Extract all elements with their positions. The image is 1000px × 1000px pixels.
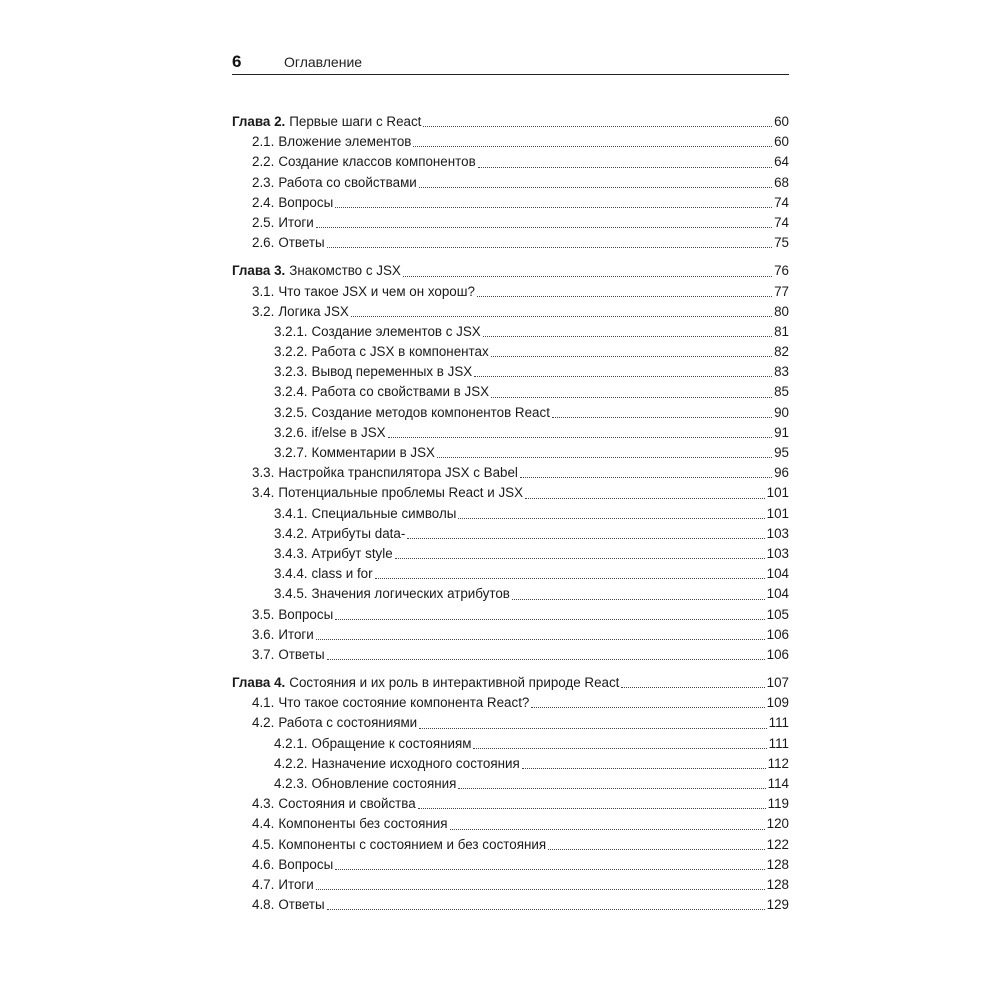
toc-entry-title: Работа со свойствами: [278, 174, 417, 190]
toc-entry-number: 2.1.: [252, 134, 275, 150]
toc-entry-title: Работа с состояниями: [278, 715, 418, 731]
toc-entry-title: Итоги: [278, 626, 314, 642]
toc-entry-number: 3.4.4.: [274, 566, 308, 582]
toc-entry: [232, 213, 789, 233]
toc-entry-number: 2.6.: [252, 235, 275, 251]
toc-entry: [232, 173, 789, 193]
toc-entry-title: Атрибут style: [311, 545, 393, 561]
toc-chapter: [232, 673, 789, 915]
toc-entry-number: 3.4.5.: [274, 586, 308, 602]
toc-entry-page: 106: [766, 626, 789, 642]
toc-entry-title: Знакомство с JSX: [289, 263, 401, 279]
toc-chapter-entry: [232, 673, 789, 693]
toc-entry-number: 3.4.2.: [274, 525, 308, 541]
toc-entry-page: 76: [774, 263, 789, 279]
dot-leader: [458, 788, 765, 789]
toc-entry-number: 4.8.: [252, 897, 275, 913]
dot-leader: [413, 146, 772, 147]
toc-entry-title: Назначение исходного состояния: [311, 755, 520, 771]
dot-leader: [327, 659, 765, 660]
toc-entry-number: 3.2.5.: [274, 404, 308, 420]
toc-entry-page: 128: [766, 856, 789, 872]
toc-entry-title: Компоненты с состоянием и без состояния: [278, 836, 547, 852]
dot-leader: [491, 397, 772, 398]
toc-entry-title: Итоги: [278, 876, 314, 892]
dot-leader: [335, 869, 764, 870]
dot-leader: [316, 227, 772, 228]
toc-entry-page: 103: [766, 525, 789, 541]
toc-entry-title: Компоненты без состояния: [278, 816, 448, 832]
toc-entry: [232, 625, 789, 645]
toc-entry-number: 3.2.7.: [274, 445, 308, 460]
toc-entry: [232, 754, 789, 774]
toc-entry-page: 75: [774, 235, 789, 251]
toc-entry-number: 3.2.: [252, 303, 275, 319]
toc-entry-number: 3.3.: [252, 465, 275, 481]
dot-leader: [450, 829, 765, 830]
toc-entry-page: 122: [766, 836, 789, 852]
toc-entry-page: 85: [774, 384, 789, 400]
toc-entry-page: 128: [766, 876, 789, 892]
dot-leader: [316, 889, 765, 890]
toc-entry-page: 112: [767, 755, 789, 771]
toc-entry-title: class и for: [311, 566, 373, 582]
dot-leader: [458, 518, 764, 519]
toc-entry-title: Работа с JSX в компонентах: [311, 344, 489, 360]
toc-entry-page: 96: [774, 465, 789, 481]
toc-entry-title: Работа со свойствами в JSX: [311, 384, 490, 400]
toc-entry: [232, 584, 789, 604]
toc-entry-page: 109: [766, 695, 789, 711]
dot-leader: [423, 126, 772, 127]
toc-entry: [232, 423, 789, 443]
toc-entry-title: Вложение элементов: [278, 134, 412, 150]
toc-entry-page: 114: [767, 776, 789, 791]
toc-entry-title: Что такое JSX и чем он хорош?: [278, 283, 475, 299]
toc-entry-number: 3.4.1.: [274, 505, 308, 521]
toc-entry-title: Значения логических атрибутов: [311, 586, 510, 602]
toc-entry-page: 64: [774, 154, 789, 170]
toc-entry-number: 4.2.1.: [274, 735, 308, 751]
toc-entry-number: 4.4.: [252, 816, 275, 832]
toc-entry-number: Глава 4.: [232, 675, 286, 691]
toc-entry-title: Комментарии в JSX: [311, 445, 435, 460]
dot-leader: [375, 578, 765, 579]
toc-entry-page: 104: [766, 566, 789, 582]
dot-leader: [351, 316, 772, 317]
toc-entry-number: 4.6.: [252, 856, 275, 872]
dot-leader: [418, 808, 766, 809]
toc-entry-number: 3.1.: [252, 283, 275, 299]
toc-entry: [232, 382, 789, 402]
toc-entry-title: Вывод переменных в JSX: [311, 364, 473, 380]
dot-leader: [483, 336, 772, 337]
toc-entry-page: 80: [774, 303, 789, 319]
dot-leader: [552, 417, 772, 418]
toc-chapter: [232, 112, 789, 253]
dot-leader: [407, 538, 764, 539]
toc-entry-page: 60: [774, 114, 789, 129]
toc-entry-number: 4.3.: [252, 796, 275, 812]
toc-entry-title: Вопросы: [278, 606, 334, 622]
dot-leader: [522, 768, 766, 769]
toc-entry: [232, 504, 789, 524]
dot-leader: [437, 457, 772, 458]
toc-entry: [232, 152, 789, 172]
toc-entry-title: Состояния и свойства: [278, 796, 416, 812]
toc-entry-title: Настройка транспилятора JSX с Babel: [278, 465, 518, 481]
toc-entry: [232, 302, 789, 322]
toc-entry-page: 120: [766, 816, 789, 832]
toc-entry: [232, 403, 789, 423]
toc-entry-number: Глава 2.: [232, 114, 286, 129]
toc-entry-number: Глава 3.: [232, 263, 286, 279]
table-of-contents: [232, 112, 789, 923]
toc-entry-page: 104: [766, 586, 789, 602]
page-number: 6: [232, 52, 242, 71]
toc-entry-page: 91: [774, 424, 789, 440]
toc-entry-number: 3.2.2.: [274, 344, 308, 360]
toc-entry-number: 4.2.3.: [274, 776, 308, 791]
page-header: [232, 50, 789, 75]
toc-entry-page: 107: [766, 675, 789, 691]
toc-entry-page: 60: [774, 134, 789, 150]
toc-entry: [232, 734, 789, 754]
toc-entry-page: 119: [767, 796, 789, 812]
toc-entry-number: 3.7.: [252, 646, 275, 662]
toc-entry-page: 90: [774, 404, 789, 420]
toc-entry-number: 2.3.: [252, 174, 275, 190]
toc-entry: [232, 895, 789, 915]
toc-entry-number: 3.2.1.: [274, 323, 308, 339]
toc-entry-title: Вопросы: [278, 194, 334, 210]
dot-leader: [388, 437, 772, 438]
toc-entry-title: Специальные символы: [311, 505, 457, 521]
toc-entry-title: Ответы: [278, 646, 325, 662]
toc-entry: [232, 544, 789, 564]
toc-entry: [232, 282, 789, 302]
toc-entry-title: Потенциальные проблемы React и JSX: [278, 485, 524, 501]
toc-entry-number: 4.2.2.: [274, 755, 308, 771]
toc-entry: [232, 855, 789, 875]
dot-leader: [520, 477, 772, 478]
toc-entry-page: 74: [774, 194, 789, 210]
toc-entry: [232, 463, 789, 483]
toc-entry-title: Вопросы: [278, 856, 334, 872]
dot-leader: [548, 849, 765, 850]
toc-entry-page: 83: [774, 364, 789, 380]
toc-entry-page: 103: [766, 545, 789, 561]
toc-entry-title: if/else в JSX: [311, 424, 386, 440]
dot-leader: [477, 296, 772, 297]
dot-leader: [525, 498, 765, 499]
toc-entry-title: Обновление состояния: [311, 776, 457, 791]
toc-entry-title: Создание классов компонентов: [278, 154, 476, 170]
toc-entry-page: 101: [766, 485, 789, 501]
dot-leader: [419, 728, 766, 729]
dot-leader: [478, 167, 772, 168]
toc-entry-number: 3.4.3.: [274, 545, 308, 561]
toc-entry: [232, 564, 789, 584]
toc-entry-page: 111: [768, 715, 789, 731]
toc-chapter-entry: [232, 261, 789, 281]
toc-entry-number: 3.2.4.: [274, 384, 308, 400]
toc-entry-page: 105: [766, 606, 789, 622]
toc-entry-title: Логика JSX: [278, 303, 349, 319]
toc-entry-title: Ответы: [278, 235, 325, 251]
dot-leader: [395, 558, 765, 559]
toc-entry-page: 74: [774, 214, 789, 230]
toc-entry-title: Первые шаги с React: [289, 114, 422, 129]
toc-entry-title: Что такое состояние компонента React?: [278, 695, 530, 711]
toc-entry-page: 129: [766, 897, 789, 913]
toc-entry: [232, 835, 789, 855]
toc-entry-number: 2.2.: [252, 154, 275, 170]
toc-entry: [232, 713, 789, 733]
toc-entry-title: Итоги: [278, 214, 314, 230]
toc-entry: [232, 193, 789, 213]
dot-leader: [335, 207, 772, 208]
toc-entry-page: 95: [774, 445, 789, 460]
dot-leader: [316, 639, 765, 640]
toc-entry: [232, 875, 789, 895]
toc-entry: [232, 233, 789, 253]
dot-leader: [473, 748, 766, 749]
toc-entry: [232, 645, 789, 665]
toc-entry-page: 68: [774, 174, 789, 190]
toc-entry-title: Обращение к состояниям: [311, 735, 472, 751]
toc-entry-page: 111: [768, 735, 789, 751]
toc-entry: [232, 794, 789, 814]
toc-entry: [232, 524, 789, 544]
toc-entry-page: 101: [766, 505, 789, 521]
toc-entry-title: Атрибуты data-: [311, 525, 406, 541]
toc-entry-number: 3.2.6.: [274, 424, 308, 440]
running-title: Оглавление: [284, 54, 363, 70]
toc-entry-page: 77: [774, 283, 789, 299]
toc-entry: [232, 483, 789, 503]
toc-entry: [232, 342, 789, 362]
toc-entry: [232, 693, 789, 713]
toc-entry-number: 2.5.: [252, 214, 275, 230]
toc-entry-title: Ответы: [278, 897, 325, 913]
dot-leader: [327, 909, 765, 910]
toc-chapter: [232, 261, 789, 665]
toc-entry-number: 3.4.: [252, 485, 275, 501]
toc-entry-title: Создание элементов с JSX: [311, 323, 481, 339]
toc-entry-page: 81: [774, 323, 789, 339]
toc-entry: [232, 774, 789, 794]
dot-leader: [403, 276, 772, 277]
dot-leader: [491, 356, 772, 357]
toc-entry-number: 2.4.: [252, 194, 275, 210]
dot-leader: [335, 619, 764, 620]
toc-chapter-entry: [232, 112, 789, 132]
toc-entry: [232, 362, 789, 382]
toc-entry-number: 3.5.: [252, 606, 275, 622]
toc-entry: [232, 605, 789, 625]
toc-entry: [232, 132, 789, 152]
toc-entry-page: 106: [766, 646, 789, 662]
dot-leader: [512, 599, 765, 600]
toc-entry-number: 4.1.: [252, 695, 275, 711]
toc-entry-number: 4.2.: [252, 715, 275, 731]
toc-entry: [232, 322, 789, 342]
dot-leader: [531, 707, 764, 708]
toc-entry-title: Создание методов компонентов React: [311, 404, 550, 420]
toc-entry-title: Состояния и их роль в интерактивной природе React: [289, 675, 620, 691]
dot-leader: [621, 687, 764, 688]
toc-entry: [232, 814, 789, 834]
toc-entry-number: 3.2.3.: [274, 364, 308, 380]
toc-entry-number: 4.5.: [252, 836, 275, 852]
toc-entry-number: 4.7.: [252, 876, 275, 892]
toc-entry-page: 82: [774, 344, 789, 360]
toc-entry-number: 3.6.: [252, 626, 275, 642]
dot-leader: [474, 376, 772, 377]
dot-leader: [419, 187, 772, 188]
toc-entry: [232, 443, 789, 463]
dot-leader: [327, 247, 772, 248]
